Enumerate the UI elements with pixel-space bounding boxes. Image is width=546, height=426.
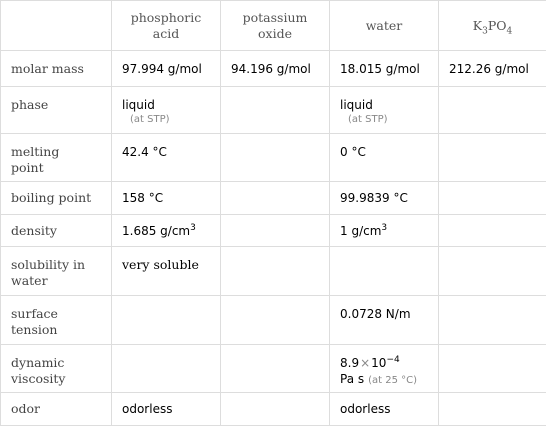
empty-cell: [112, 296, 221, 345]
header-row: [1, 1, 546, 51]
table-row-molar-mass: [1, 51, 546, 87]
empty-cell: [439, 134, 546, 182]
row-label: phase: [11, 97, 49, 112]
cell-dynamic-viscosity-water: [330, 345, 439, 393]
empty-cell: [221, 182, 330, 215]
condition-note: (at 25 °C): [368, 375, 418, 386]
formula-part: K: [472, 17, 483, 33]
row-label: point: [11, 160, 44, 175]
cell-melting-point-water: [330, 134, 439, 182]
cell-surface-tension-water: [330, 296, 439, 345]
table-row-melting-point: [1, 134, 546, 182]
row-label-cell: [1, 247, 112, 296]
cell-density-phosphoric-acid: [112, 215, 221, 247]
empty-cell: [439, 87, 546, 134]
formula-subscript: 3: [482, 26, 488, 36]
empty-cell: [221, 87, 330, 134]
cell-value: 1.685 g/cm: [122, 223, 191, 238]
empty-cell: [439, 296, 546, 345]
row-label-cell: [1, 345, 112, 393]
row-label: melting: [11, 144, 60, 159]
cell-value: 212.26 g/mol: [439, 51, 546, 87]
table-row-solubility: [1, 247, 546, 296]
row-label: water: [11, 273, 48, 288]
power-exponent: −4: [386, 355, 400, 365]
empty-cell: [439, 393, 546, 426]
cell-value: 0 °C: [340, 145, 366, 159]
row-label: boiling point: [1, 182, 112, 215]
table-row-boiling-point: [1, 182, 546, 215]
empty-cell: [439, 247, 546, 296]
cell-value: very soluble: [122, 257, 199, 272]
row-label-cell: [1, 87, 112, 134]
row-label: dynamic: [11, 355, 65, 370]
scientific-value: [340, 345, 428, 371]
condition-note: (at STP): [348, 114, 388, 125]
unit: Pa s: [340, 372, 365, 386]
empty-cell: [221, 215, 330, 247]
cell-melting-point-phosphoric-acid: [112, 134, 221, 182]
cell-density-water: [330, 215, 439, 247]
mantissa: 8.9: [340, 356, 360, 370]
cell-phase-phosphoric-acid: [112, 87, 221, 134]
cell-value: 158 °C: [112, 182, 221, 215]
cell-phase-water: [330, 87, 439, 134]
row-label: tension: [11, 322, 58, 337]
table-row-dynamic-viscosity: [1, 345, 546, 393]
cell-value: 18.015 g/mol: [330, 51, 439, 87]
row-label-cell: [1, 296, 112, 345]
row-label: viscosity: [11, 371, 66, 386]
row-label: odor: [1, 393, 112, 426]
empty-cell: [439, 215, 546, 247]
cell-value: liquid: [340, 98, 373, 112]
column-header-text: water: [365, 17, 403, 33]
table-row-density: [1, 215, 546, 247]
empty-cell: [221, 134, 330, 182]
column-header-text: phosphoric: [130, 9, 202, 25]
cell-value: liquid: [122, 98, 155, 112]
row-label: surface: [11, 306, 58, 321]
empty-cell: [221, 345, 330, 393]
column-header-text: oxide: [258, 25, 292, 41]
power-base: 10: [371, 356, 387, 370]
cell-value: odorless: [112, 393, 221, 426]
empty-cell: [439, 182, 546, 215]
row-label: molar mass: [1, 51, 112, 87]
unit-exponent: 3: [190, 222, 196, 233]
formula-subscript: 4: [506, 26, 513, 36]
times-sign: ×: [360, 356, 371, 370]
condition-note: (at STP): [130, 114, 170, 125]
row-label: density: [1, 215, 112, 247]
column-header-phosphoric-acid: [112, 1, 221, 51]
cell-value: 97.994 g/mol: [112, 51, 221, 87]
column-header-text: potassium: [242, 9, 308, 25]
column-header-text: acid: [152, 25, 180, 41]
empty-cell: [439, 345, 546, 393]
row-label: solubility in: [11, 257, 86, 272]
column-header-water: [330, 1, 439, 51]
cell-value: 42.4 °C: [122, 145, 167, 159]
cell-value: 0.0728 N/m: [340, 307, 411, 321]
row-label-cell: [1, 134, 112, 182]
empty-cell: [330, 247, 439, 296]
cell-value: odorless: [330, 393, 439, 426]
cell-solubility-phosphoric-acid: [112, 247, 221, 296]
formula-part: PO: [487, 17, 507, 33]
column-header-k3po4: [439, 1, 546, 51]
unit-exponent: 3: [381, 222, 388, 233]
empty-cell: [221, 296, 330, 345]
empty-cell: [221, 247, 330, 296]
cell-value: 1 g/cm: [340, 223, 382, 238]
empty-cell: [112, 345, 221, 393]
empty-cell: [221, 393, 330, 426]
cell-value: 94.196 g/mol: [221, 51, 330, 87]
corner-cell: [1, 1, 112, 51]
table-row-surface-tension: [1, 296, 546, 345]
cell-value: 99.9839 °C: [330, 182, 439, 215]
table-row-phase: [1, 87, 546, 134]
column-header-potassium-oxide: [221, 1, 330, 51]
table-row-odor: [1, 393, 546, 426]
